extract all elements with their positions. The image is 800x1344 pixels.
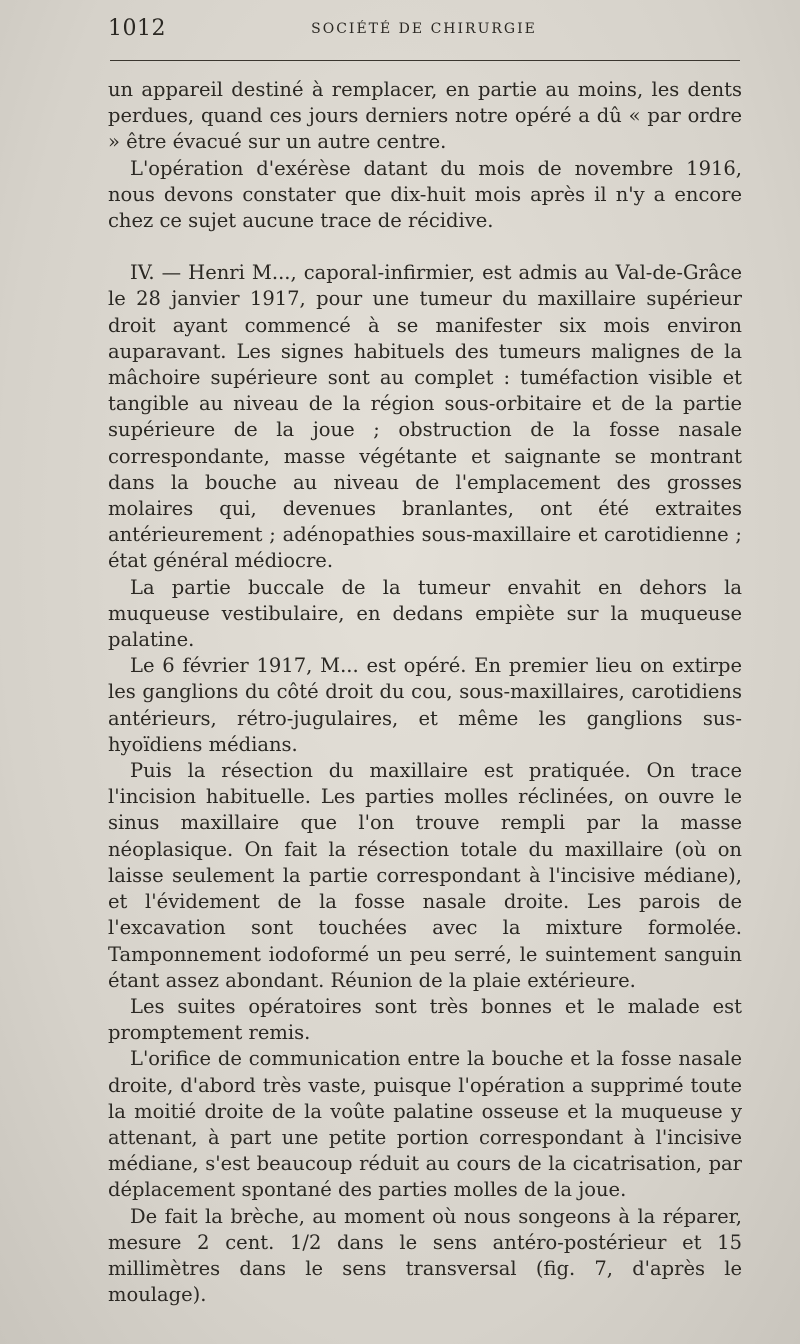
paragraph-4: La partie buccale de la tumeur envahit en dehors la muqueuse vestibulaire, en dedans empiète sur la muqueuse palatine. bbox=[108, 575, 742, 652]
paragraph-7: Les suites opératoires sont très bonnes et le malade est promptement remis. bbox=[108, 994, 742, 1045]
paragraph-8: L'orifice de communication entre la bouche et la fosse nasale droite, d'abord très vaste, puisque l'opération a supprimé toute la moitié droite de la voûte palatine osseuse et la muqueuse y attenant, à part une petite portion correspondant à l'incisive médiane, s'est beaucoup réduit au cours de la cicatrisation, par déplacement spontané des parties molles de la joue. bbox=[108, 1047, 742, 1202]
page-number: 1012 bbox=[108, 16, 166, 41]
header-rule bbox=[110, 60, 740, 61]
paragraph-3-case-iv: IV. — Henri M..., caporal-infirmier, est admis au Val-de-Grâce le 28 janvier 1917, pour une tumeur du maxillaire supérieur droit ayant commencé à se manifester six mois environ auparavant. Les signes habituels des tumeurs malignes de la mâchoire supérieure sont au complet : tuméfaction visible et tangible au niveau de la région sous-orbitaire et de la partie supérieure de la joue ; obstruction de la fosse nasale correspondante, masse végétante et saignante se montrant dans la bouche au niveau de l'emplacement des grosses molaires qui, devenues branlantes, ont été extraites antérieurement ; adénopathies sous-maxillaire et carotidienne ; état général médiocre. bbox=[108, 261, 742, 573]
paragraph-5: Le 6 février 1917, M... est opéré. En premier lieu on extirpe les ganglions du côté droit du cou, sous-maxillaires, carotidiens antérieurs, rétro-jugulaires, et même les ganglions sus-hyoïdiens médians. bbox=[108, 654, 742, 756]
paragraph-1: un appareil destiné à remplacer, en partie au moins, les dents perdues, quand ces jours derniers notre opéré a dû « par ordre » être évacué sur un autre centre. bbox=[108, 78, 742, 154]
paragraph-2: L'opération d'exérèse datant du mois de novembre 1916, nous devons constater que dix-huit mois après il n'y a encore chez ce sujet aucune trace de récidive. bbox=[108, 156, 742, 233]
paragraph-6: Puis la résection du maxillaire est pratiquée. On trace l'incision habituelle. Les parties molles réclinées, on ouvre le sinus maxillaire que l'on trouve rempli par la masse néoplasique. On fait la résection totale du maxillaire (où on laisse seulement la partie correspondant à l'incisive médiane), et l'évidement de la fosse nasale droite. Les parois de l'excavation sont touchées avec la mixture formolée. Tamponnement iodoformé un peu serré, le suintement sanguin étant assez abondant. Réunion de la plaie extérieure. bbox=[108, 759, 742, 992]
body-text bbox=[108, 77, 742, 1308]
paragraph-9: De fait la brèche, au moment où nous songeons à la réparer, mesure 2 cent. 1/2 dans le sens antéro-postérieur et 15 millimètres dans le sens transversal (fig. 7, d'après le moulage). bbox=[108, 1204, 742, 1307]
running-head: SOCIÉTÉ DE CHIRURGIE bbox=[311, 21, 537, 37]
page-header bbox=[108, 16, 740, 46]
